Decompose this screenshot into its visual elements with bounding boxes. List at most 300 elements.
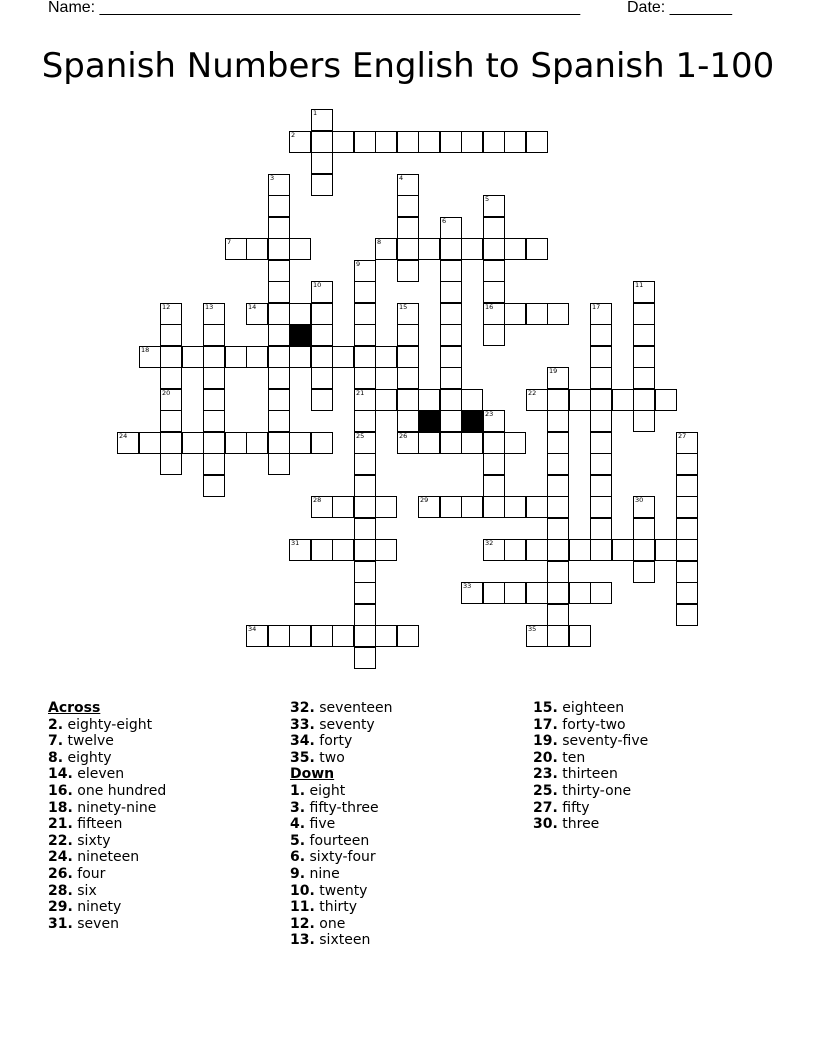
grid-cell[interactable] [590,303,612,325]
clue-item [48,916,166,933]
grid-cell[interactable] [311,109,333,131]
grid-cell[interactable] [590,496,612,518]
grid-cell[interactable] [311,625,333,647]
grid-cell[interactable] [268,367,290,389]
grid-cell[interactable] [289,625,311,647]
grid-cell[interactable] [354,604,376,626]
clue-item-text: twelve [63,733,114,750]
grid-cell[interactable] [547,410,569,432]
grid-cell[interactable] [160,389,182,411]
grid-cell[interactable] [504,432,526,454]
grid-cell[interactable] [461,238,483,260]
grid-cell[interactable] [268,260,290,282]
clue-item-number: 31. [48,915,73,932]
grid-cell[interactable] [569,539,591,561]
grid-cell[interactable] [354,389,376,411]
grid-cell[interactable] [590,475,612,497]
grid-cell[interactable] [203,389,225,411]
grid-cell[interactable] [676,496,698,518]
grid-cell[interactable] [268,281,290,303]
grid-cell[interactable] [418,496,440,518]
grid-cell[interactable] [590,346,612,368]
grid-cell[interactable] [676,518,698,540]
grid-cell[interactable] [440,346,462,368]
clue-number: 19 [549,367,558,375]
grid-cell[interactable] [526,131,548,153]
grid-cell[interactable] [483,410,505,432]
grid-cell[interactable] [160,410,182,432]
grid-cell[interactable] [354,475,376,497]
grid-cell[interactable] [203,367,225,389]
grid-cell[interactable] [246,238,268,260]
grid-cell[interactable] [332,496,354,518]
clue-number: 8 [377,238,382,246]
grid-cell[interactable] [268,303,290,325]
grid-cell[interactable] [526,238,548,260]
clue-number: 5 [485,195,490,203]
grid-cell[interactable] [160,346,182,368]
grid-cell[interactable] [160,303,182,325]
clue-item-number: 22. [48,832,73,849]
grid-cell[interactable] [354,539,376,561]
grid-cell[interactable] [590,389,612,411]
clue-item-number: 25. [533,782,558,799]
grid-cell[interactable] [526,389,548,411]
clue-item [290,932,393,949]
grid-cell[interactable] [418,131,440,153]
clue-item-text: forty-two [557,716,626,733]
clue-number: 23 [485,410,494,418]
clue-item-text: twenty [314,882,368,899]
grid-cell[interactable] [612,389,634,411]
grid-cell[interactable] [633,346,655,368]
clue-item [48,849,166,866]
clue-number: 33 [463,582,472,590]
grid-cell[interactable] [547,582,569,604]
clue-item-number: 33. [290,716,315,733]
grid-cell[interactable] [375,238,397,260]
grid-cell[interactable] [569,625,591,647]
grid-cell[interactable] [483,496,505,518]
grid-cell[interactable] [590,518,612,540]
clue-item-text: sixteen [314,932,371,949]
grid-cell[interactable] [311,432,333,454]
grid-cell[interactable] [504,303,526,325]
grid-cell[interactable] [246,346,268,368]
grid-cell[interactable] [483,281,505,303]
grid-cell[interactable] [440,410,462,432]
grid-cell[interactable] [225,346,247,368]
grid-cell[interactable] [633,367,655,389]
clue-item-text: eight [305,782,346,799]
clue-item-number: 13. [290,932,315,949]
grid-cell[interactable] [203,303,225,325]
clue-number: 4 [399,174,404,182]
grid-cell[interactable] [418,238,440,260]
clue-number: 3 [270,174,275,182]
clue-item-text: thirty [314,899,358,916]
grid-cell[interactable] [440,432,462,454]
grid-cell[interactable] [461,432,483,454]
grid-cell[interactable] [633,496,655,518]
grid-cell[interactable] [590,582,612,604]
clue-number: 30 [635,496,644,504]
clue-item [290,833,393,850]
grid-cell[interactable] [633,561,655,583]
clue-item-number: 23. [533,766,558,783]
grid-cell[interactable] [354,303,376,325]
grid-cell[interactable] [354,324,376,346]
grid-cell[interactable] [633,539,655,561]
grid-cell[interactable] [504,539,526,561]
clue-item [48,816,166,833]
black-square [461,410,483,432]
clue-item [290,866,393,883]
grid-cell[interactable] [440,303,462,325]
clue-item-text: eighty [63,749,112,766]
clue-item-text: five [305,816,336,833]
grid-cell[interactable] [203,346,225,368]
grid-cell[interactable] [354,582,376,604]
grid-cell[interactable] [526,625,548,647]
grid-cell[interactable] [375,625,397,647]
grid-cell[interactable] [354,496,376,518]
grid-cell[interactable] [397,410,419,432]
grid-cell[interactable] [526,303,548,325]
clue-number: 1 [313,109,318,117]
grid-cell[interactable] [397,346,419,368]
grid-cell[interactable] [397,389,419,411]
grid-cell[interactable] [397,324,419,346]
grid-cell[interactable] [461,582,483,604]
grid-cell[interactable] [268,324,290,346]
grid-cell[interactable] [633,410,655,432]
grid-cell[interactable] [268,346,290,368]
grid-cell[interactable] [311,174,333,196]
grid-cell[interactable] [311,346,333,368]
clue-item [48,783,166,800]
grid-cell[interactable] [397,432,419,454]
grid-cell[interactable] [311,131,333,153]
grid-cell[interactable] [311,152,333,174]
clue-item [533,816,648,833]
grid-cell[interactable] [203,432,225,454]
grid-cell[interactable] [332,131,354,153]
clue-item-number: 7. [48,733,64,750]
clue-number: 7 [227,238,232,246]
grid-cell[interactable] [354,367,376,389]
grid-cell[interactable] [483,453,505,475]
grid-cell[interactable] [676,539,698,561]
grid-cell[interactable] [461,131,483,153]
clue-number: 17 [592,303,601,311]
grid-cell[interactable] [289,539,311,561]
clue-item-number: 6. [290,849,306,866]
grid-cell[interactable] [289,238,311,260]
clue-item-text: one [314,915,346,932]
grid-cell[interactable] [633,281,655,303]
clue-item [290,883,393,900]
grid-cell[interactable] [418,432,440,454]
grid-cell[interactable] [483,475,505,497]
grid-cell[interactable] [354,131,376,153]
grid-cell[interactable] [504,238,526,260]
clue-item [533,733,648,750]
clue-heading: Across [48,700,101,716]
grid-cell[interactable] [375,389,397,411]
grid-cell[interactable] [676,453,698,475]
grid-cell[interactable] [375,496,397,518]
grid-cell[interactable] [311,303,333,325]
grid-cell[interactable] [397,367,419,389]
clue-number: 15 [399,303,408,311]
grid-cell[interactable] [397,238,419,260]
grid-cell[interactable] [375,539,397,561]
grid-cell[interactable] [203,410,225,432]
grid-cell[interactable] [547,303,569,325]
clue-item [48,833,166,850]
grid-cell[interactable] [289,303,311,325]
grid-cell[interactable] [461,389,483,411]
clue-item-text: sixty [72,832,111,849]
grid-cell[interactable] [354,281,376,303]
grid-cell[interactable] [160,324,182,346]
grid-cell[interactable] [311,496,333,518]
grid-cell[interactable] [268,195,290,217]
grid-cell[interactable] [268,625,290,647]
grid-cell[interactable] [547,496,569,518]
grid-cell[interactable] [547,389,569,411]
grid-cell[interactable] [203,324,225,346]
clue-item [290,733,393,750]
clue-column-1 [48,700,166,932]
clue-number: 24 [119,432,128,440]
clue-item [290,916,393,933]
grid-cell[interactable] [246,303,268,325]
grid-cell[interactable] [440,367,462,389]
grid-cell[interactable] [397,303,419,325]
grid-cell[interactable] [547,604,569,626]
clue-number: 14 [248,303,257,311]
clue-item-text: four [72,865,106,882]
grid-cell[interactable] [526,582,548,604]
grid-cell[interactable] [268,453,290,475]
grid-cell[interactable] [203,453,225,475]
grid-cell[interactable] [440,131,462,153]
puzzle-title: Spanish Numbers English to Spanish 1-100 [41,46,775,86]
grid-cell[interactable] [268,389,290,411]
clue-item-number: 3. [290,799,306,816]
grid-cell[interactable] [440,496,462,518]
clue-number: 29 [420,496,429,504]
grid-cell[interactable] [440,260,462,282]
grid-cell[interactable] [397,217,419,239]
clue-item-number: 20. [533,749,558,766]
grid-cell[interactable] [483,303,505,325]
grid-cell[interactable] [483,217,505,239]
clue-item-text: ninety [72,899,122,916]
grid-cell[interactable] [483,260,505,282]
grid-cell[interactable] [139,346,161,368]
grid-cell[interactable] [160,367,182,389]
grid-cell[interactable] [504,582,526,604]
grid-cell[interactable] [139,432,161,454]
clue-number: 2 [291,131,296,139]
clue-item [48,800,166,817]
grid-cell[interactable] [354,260,376,282]
grid-cell[interactable] [590,453,612,475]
grid-cell[interactable] [289,131,311,153]
grid-cell[interactable] [311,367,333,389]
clue-number: 28 [313,496,322,504]
grid-cell[interactable] [569,582,591,604]
grid-cell[interactable] [289,346,311,368]
clue-item-number: 8. [48,749,64,766]
grid-cell[interactable] [547,625,569,647]
grid-cell[interactable] [182,432,204,454]
grid-cell[interactable] [590,324,612,346]
grid-cell[interactable] [483,238,505,260]
grid-cell[interactable] [569,389,591,411]
grid-cell[interactable] [440,324,462,346]
clue-item-number: 26. [48,865,73,882]
clue-item-text: three [557,816,600,833]
grid-cell[interactable] [268,410,290,432]
grid-cell[interactable] [203,475,225,497]
grid-cell[interactable] [590,410,612,432]
grid-cell[interactable] [354,625,376,647]
clue-item-text: seventy-five [557,733,649,750]
grid-cell[interactable] [612,539,634,561]
grid-cell[interactable] [160,453,182,475]
clue-number: 12 [162,303,171,311]
grid-cell[interactable] [117,432,139,454]
date-field: Date: _______ [627,0,732,16]
clue-item [533,766,648,783]
grid-cell[interactable] [354,346,376,368]
grid-cell[interactable] [547,561,569,583]
grid-cell[interactable] [268,217,290,239]
clue-item [48,750,166,767]
clue-item-number: 27. [533,799,558,816]
grid-cell[interactable] [504,131,526,153]
grid-cell[interactable] [268,432,290,454]
grid-cell[interactable] [268,238,290,260]
grid-cell[interactable] [440,389,462,411]
grid-cell[interactable] [676,604,698,626]
grid-cell[interactable] [311,389,333,411]
grid-cell[interactable] [246,625,268,647]
clue-number: 27 [678,432,687,440]
clue-item-number: 9. [290,865,306,882]
grid-cell[interactable] [397,131,419,153]
clue-number: 18 [141,346,150,354]
clue-item-text: seven [72,915,119,932]
grid-cell[interactable] [354,518,376,540]
grid-cell[interactable] [590,539,612,561]
grid-cell[interactable] [332,625,354,647]
grid-cell[interactable] [483,131,505,153]
grid-cell[interactable] [375,346,397,368]
grid-cell[interactable] [160,432,182,454]
grid-cell[interactable] [397,260,419,282]
grid-cell[interactable] [633,324,655,346]
grid-cell[interactable] [332,346,354,368]
clue-item-number: 15. [533,700,558,716]
grid-cell[interactable] [461,496,483,518]
grid-cell[interactable] [225,432,247,454]
grid-cell[interactable] [354,432,376,454]
clue-item-text: two [314,749,345,766]
grid-cell[interactable] [655,389,677,411]
clue-item [290,849,393,866]
grid-cell[interactable] [676,432,698,454]
grid-cell[interactable] [547,453,569,475]
grid-cell[interactable] [311,539,333,561]
grid-cell[interactable] [547,432,569,454]
grid-cell[interactable] [676,582,698,604]
grid-cell[interactable] [526,539,548,561]
grid-cell[interactable] [633,389,655,411]
clue-item-number: 24. [48,849,73,866]
grid-cell[interactable] [483,582,505,604]
grid-cell[interactable] [483,324,505,346]
grid-cell[interactable] [397,195,419,217]
grid-cell[interactable] [418,389,440,411]
grid-cell[interactable] [676,561,698,583]
grid-cell[interactable] [633,303,655,325]
grid-cell[interactable] [547,367,569,389]
grid-cell[interactable] [547,539,569,561]
grid-cell[interactable] [397,625,419,647]
clue-number: 16 [485,303,494,311]
clue-column-2 [290,700,393,949]
grid-cell[interactable] [590,367,612,389]
grid-cell[interactable] [268,174,290,196]
grid-cell[interactable] [440,238,462,260]
grid-cell[interactable] [655,539,677,561]
grid-cell[interactable] [633,518,655,540]
grid-cell[interactable] [397,174,419,196]
grid-cell[interactable] [332,539,354,561]
grid-cell[interactable] [354,410,376,432]
grid-cell[interactable] [246,432,268,454]
grid-cell[interactable] [526,496,548,518]
clue-item-number: 2. [48,716,64,733]
grid-cell[interactable] [225,238,247,260]
grid-cell[interactable] [483,539,505,561]
grid-cell[interactable] [311,281,333,303]
grid-cell[interactable] [289,432,311,454]
clue-number: 6 [442,217,447,225]
grid-cell[interactable] [676,475,698,497]
grid-cell[interactable] [483,432,505,454]
grid-cell[interactable] [354,561,376,583]
grid-cell[interactable] [483,195,505,217]
grid-cell[interactable] [311,324,333,346]
grid-cell[interactable] [504,496,526,518]
grid-cell[interactable] [375,131,397,153]
grid-cell[interactable] [547,475,569,497]
grid-cell[interactable] [354,453,376,475]
grid-cell[interactable] [182,346,204,368]
grid-cell[interactable] [590,432,612,454]
clue-item-text: one hundred [72,782,167,799]
grid-cell[interactable] [440,281,462,303]
grid-cell[interactable] [354,647,376,669]
grid-cell[interactable] [440,217,462,239]
grid-cell[interactable] [547,518,569,540]
